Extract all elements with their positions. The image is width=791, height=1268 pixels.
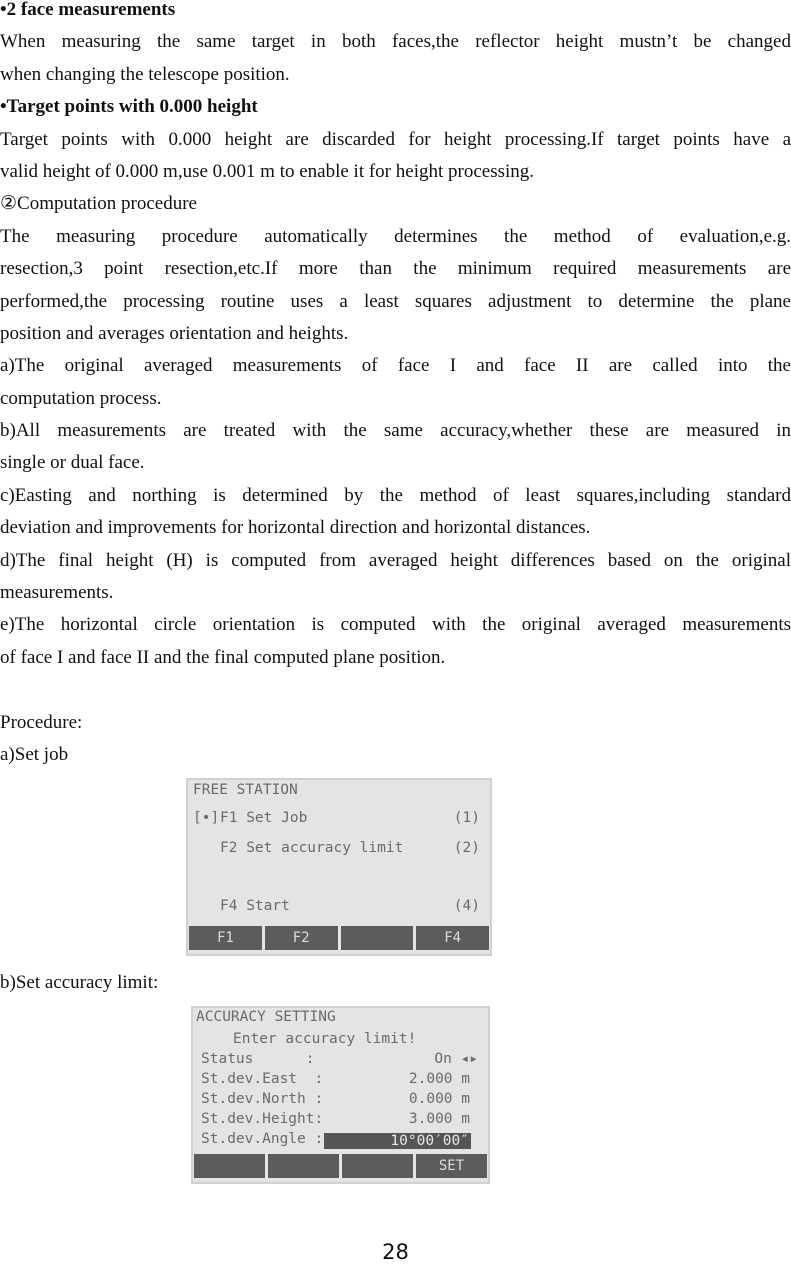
selector-icon: [•] — [193, 810, 220, 826]
set-button[interactable]: SET — [416, 1154, 487, 1178]
paragraph-line — [0, 674, 791, 706]
paragraph-line: d)The final height (H) is computed from averaged height differences based on the original — [0, 549, 791, 571]
paragraph-line: The measuring procedure automatically determines the method of evaluation,e.g. — [0, 225, 791, 247]
paragraph-line: position and averages orientation and heights. — [0, 322, 349, 344]
section-heading: •2 face measurements — [0, 0, 176, 20]
accuracy-setting-screen — [191, 1006, 490, 1184]
softkey-f2[interactable] — [268, 1154, 339, 1178]
paragraph-line: c)Easting and northing is determined by the method of least squares,including standard — [0, 484, 791, 506]
status-toggle[interactable]: On ◂▸ — [434, 1051, 478, 1067]
menu-item-accuracy[interactable]: F2 Set accuracy limit — [220, 840, 404, 856]
softkey-f3[interactable] — [342, 1154, 413, 1178]
paragraph-line: resection,3 point resection,etc.If more than the minimum required measurements are — [0, 258, 791, 280]
free-station-screen — [186, 778, 492, 956]
paragraph-line: computation process. — [0, 387, 162, 409]
page-number: 28 — [382, 1240, 409, 1264]
caption-set-accuracy: b)Set accuracy limit: — [0, 972, 159, 993]
softkey-f1[interactable]: F1 — [189, 926, 262, 950]
east-value[interactable]: 2.000 m — [408, 1071, 470, 1087]
softkey-f2[interactable]: F2 — [265, 926, 338, 950]
softkey-f4[interactable]: F4 — [416, 926, 489, 950]
paragraph-line: deviation and improvements for horizontal direction and horizontal distances. — [0, 517, 591, 539]
field-label: St.dev.East : — [201, 1071, 324, 1087]
screen-prompt: Enter accuracy limit! — [233, 1031, 417, 1047]
paragraph-line: a)The original averaged measurements of face I and face II are called into the — [0, 355, 791, 377]
north-value[interactable]: 0.000 m — [408, 1091, 470, 1107]
paragraph-line: valid height of 0.000 m,use 0.001 m to enable it for height processing. — [0, 160, 535, 182]
paragraph-line: When measuring the same target in both faces,the reflector height mustn’t be changed — [0, 31, 791, 53]
softkey-f1[interactable] — [194, 1154, 265, 1178]
paragraph-line: b)All measurements are treated with the same accuracy,whether these are measured in — [0, 420, 791, 442]
menu-item-start[interactable]: F4 Start — [220, 898, 290, 914]
field-label: St.dev.North : — [201, 1091, 324, 1107]
paragraph-line: performed,the processing routine uses a least squares adjustment to determine the plane — [0, 290, 791, 312]
paragraph-line: single or dual face. — [0, 452, 145, 474]
section-heading: •Target points with 0.000 height — [0, 96, 258, 118]
field-label: St.dev.Angle : — [201, 1131, 324, 1147]
paragraph-line: e)The horizontal circle orientation is computed with the original averaged measurements — [0, 614, 791, 636]
softkey-f3[interactable] — [341, 926, 414, 950]
paragraph-line: of face I and face II and the final computed plane position. — [0, 646, 446, 668]
paragraph-line: a)Set job — [0, 743, 69, 765]
screen-title: FREE STATION — [193, 782, 298, 798]
menu-num: (2) — [453, 840, 480, 856]
menu-item-set-job[interactable]: F1 Set Job — [220, 810, 308, 826]
field-label: Status : — [201, 1051, 315, 1067]
height-value[interactable]: 3.000 m — [408, 1111, 470, 1127]
field-label: St.dev.Height: — [201, 1111, 324, 1127]
angle-input[interactable]: 10°00′00″ — [324, 1133, 471, 1149]
screen-title: ACCURACY SETTING — [196, 1009, 336, 1025]
paragraph-line: when changing the telescope position. — [0, 63, 290, 85]
paragraph-line: Target points with 0.000 height are discarded for height processing.If target points have a — [0, 128, 791, 150]
menu-num: (4) — [453, 898, 480, 914]
paragraph-line: Procedure: — [0, 711, 83, 733]
menu-num: (1) — [453, 810, 480, 826]
paragraph-line: ②Computation procedure — [0, 193, 197, 215]
paragraph-line: measurements. — [0, 582, 114, 604]
